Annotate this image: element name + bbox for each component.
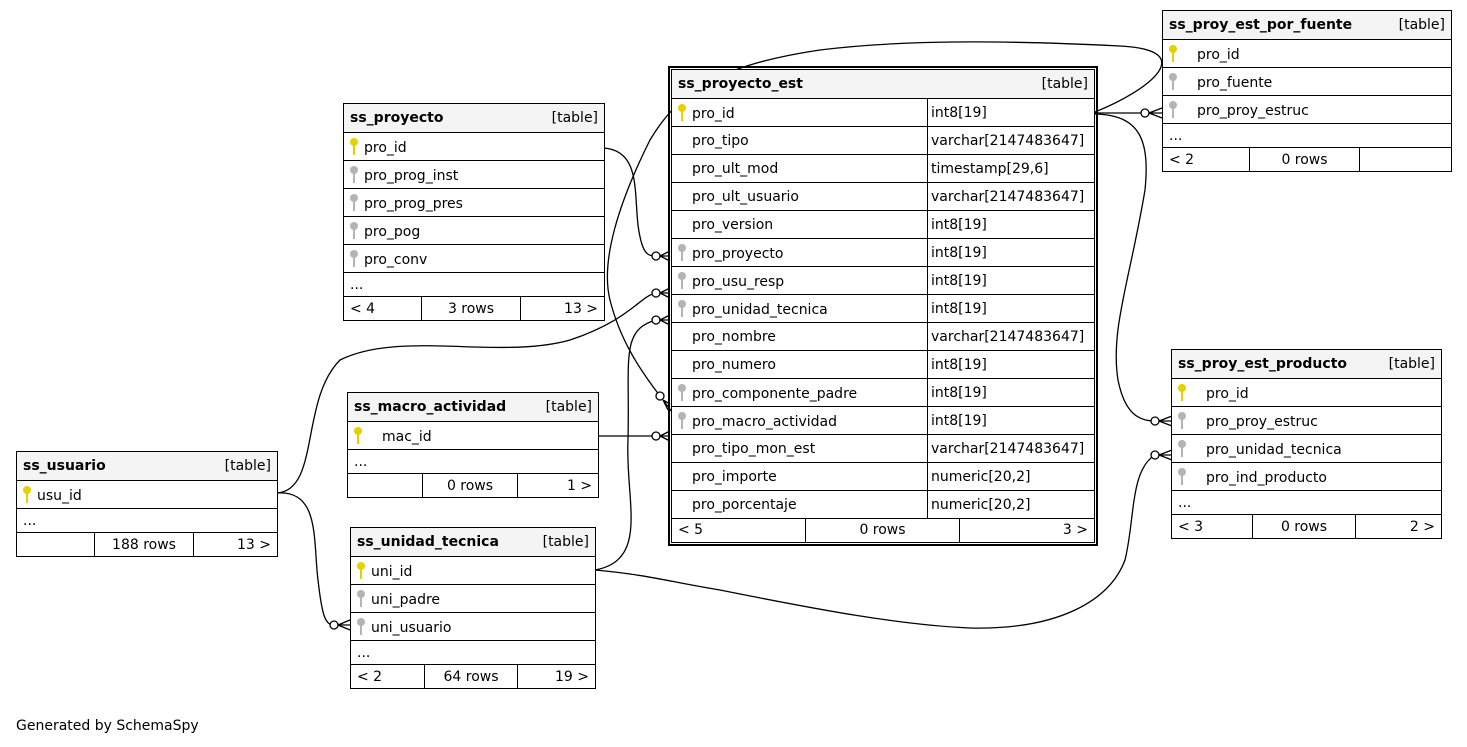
foreign-key-icon	[350, 194, 358, 212]
crowfoot-marker	[660, 431, 670, 441]
column-row[interactable]	[672, 491, 1095, 519]
more-columns-row[interactable]	[1163, 124, 1452, 148]
table-kind: [table]	[224, 458, 272, 474]
table-name: ss_macro_actividad	[354, 399, 507, 415]
table-footer	[1163, 148, 1452, 172]
column-row[interactable]	[672, 183, 1095, 211]
column-row[interactable]	[672, 99, 1095, 127]
foreign-key-icon	[350, 166, 358, 184]
column-type: numeric[20,2]	[931, 468, 1031, 485]
foreign-key-icon	[678, 412, 686, 430]
column-name: pro_proy_estruc	[1206, 413, 1318, 430]
more-columns-ellipsis: ...	[348, 450, 599, 474]
children-count[interactable]: 13 >	[521, 297, 605, 321]
primary-key-icon	[1178, 384, 1186, 402]
table-ss-macro-actividad[interactable]	[347, 392, 599, 498]
column-name: pro_porcentaje	[692, 496, 797, 513]
table-footer	[348, 474, 599, 498]
children-count[interactable]: 3 >	[1062, 522, 1089, 538]
foreign-key-icon	[678, 384, 686, 402]
column-name: pro_ult_usuario	[692, 188, 799, 205]
more-columns-ellipsis: ...	[351, 641, 596, 665]
column-name: pro_usu_resp	[692, 273, 785, 290]
column-name: usu_id	[37, 487, 82, 504]
table-name: ss_proy_est_producto	[1178, 356, 1347, 372]
column-name: pro_macro_actividad	[692, 413, 838, 430]
column-type: int8[19]	[931, 300, 987, 317]
column-name: pro_proy_estruc	[1197, 102, 1309, 119]
column-type: int8[19]	[931, 244, 987, 261]
column-type: timestamp[29,6]	[931, 160, 1049, 177]
column-row[interactable]	[672, 435, 1095, 463]
column-row[interactable]	[348, 422, 599, 450]
row-count: 0 rows	[806, 519, 961, 542]
column-row[interactable]	[344, 245, 605, 273]
more-columns-row[interactable]	[351, 641, 596, 665]
table-footer	[1172, 515, 1442, 539]
column-row[interactable]	[672, 127, 1095, 155]
column-name: pro_tipo	[692, 132, 749, 149]
column-row[interactable]	[672, 379, 1095, 407]
column-name: pro_id	[364, 139, 407, 156]
parents-count[interactable]	[348, 474, 423, 498]
row-count: 0 rows	[423, 474, 518, 498]
table-kind: [table]	[1398, 17, 1446, 33]
column-type: varchar[2147483647]	[931, 132, 1085, 149]
children-count[interactable]: 13 >	[194, 533, 278, 557]
relation-marker	[330, 621, 338, 629]
column-row[interactable]	[351, 613, 596, 641]
primary-key-icon	[354, 427, 362, 445]
foreign-key-icon	[1169, 101, 1177, 119]
foreign-key-icon	[678, 272, 686, 290]
column-name: pro_id	[1197, 46, 1240, 63]
table-kind: [table]	[545, 399, 593, 415]
primary-key-icon	[357, 562, 365, 580]
column-name: pro_conv	[364, 251, 428, 268]
more-columns-row[interactable]	[348, 450, 599, 474]
table-kind: [table]	[1388, 356, 1436, 372]
relation-marker	[1151, 451, 1159, 459]
children-count[interactable]: 1 >	[518, 474, 599, 498]
column-name: mac_id	[382, 428, 432, 445]
table-footer	[672, 519, 1095, 543]
column-name: pro_fuente	[1197, 74, 1273, 91]
more-columns-ellipsis: ...	[17, 509, 278, 533]
column-row[interactable]	[672, 155, 1095, 183]
column-row[interactable]	[1172, 463, 1442, 491]
table-ss-proy-est-producto[interactable]	[1171, 349, 1442, 539]
column-row[interactable]	[672, 463, 1095, 491]
column-row[interactable]	[344, 161, 605, 189]
column-row[interactable]	[17, 481, 278, 509]
table-name: ss_proy_est_por_fuente	[1169, 17, 1353, 33]
table-kind: [table]	[551, 110, 599, 126]
column-name: pro_tipo_mon_est	[692, 440, 816, 457]
foreign-key-icon	[1178, 468, 1186, 486]
parents-count[interactable]: < 5	[672, 519, 806, 542]
table-name: ss_proyecto	[350, 110, 444, 126]
generated-by-label: Generated by SchemaSpy	[16, 718, 199, 734]
primary-key-icon	[1169, 45, 1177, 63]
column-row[interactable]	[351, 557, 596, 585]
parents-count[interactable]: < 2	[351, 665, 425, 689]
table-kind: [table]	[1041, 76, 1089, 92]
primary-key-icon	[23, 486, 31, 504]
crowfoot-marker	[660, 251, 670, 261]
foreign-key-icon	[350, 222, 358, 240]
column-name: pro_ult_mod	[692, 160, 779, 177]
column-row[interactable]	[672, 351, 1095, 379]
table-ss-unidad-tecnica[interactable]	[350, 527, 596, 689]
column-name: uni_usuario	[371, 619, 452, 636]
more-columns-ellipsis: ...	[344, 273, 605, 297]
foreign-key-icon	[357, 590, 365, 608]
table-footer	[17, 533, 278, 557]
column-name: pro_pog	[364, 223, 421, 240]
relation-marker	[1151, 417, 1159, 425]
table-ss-usuario[interactable]	[16, 451, 278, 557]
relation-marker	[656, 392, 664, 400]
column-row[interactable]	[672, 239, 1095, 267]
table-kind: [table]	[542, 534, 589, 550]
row-count: 0 rows	[1253, 515, 1356, 539]
column-name: pro_prog_pres	[364, 195, 463, 212]
column-name: pro_numero	[692, 356, 776, 373]
relation-line	[277, 493, 334, 625]
relation-line	[1095, 114, 1155, 421]
crowfoot-marker	[660, 315, 670, 325]
table-footer	[344, 297, 605, 321]
relation-line	[595, 320, 656, 570]
relation-marker	[652, 252, 660, 260]
more-columns-ellipsis: ...	[1163, 124, 1452, 148]
row-count: 3 rows	[422, 297, 521, 321]
column-name: pro_componente_padre	[692, 385, 858, 402]
column-name: pro_id	[1206, 385, 1249, 402]
foreign-key-icon	[350, 250, 358, 268]
more-columns-row[interactable]	[17, 509, 278, 533]
relation-marker	[652, 432, 660, 440]
column-name: pro_proyecto	[692, 245, 784, 262]
column-name: pro_ind_producto	[1206, 469, 1327, 486]
row-count: 0 rows	[1250, 148, 1360, 172]
relation-marker	[1141, 109, 1149, 117]
relation-line	[603, 148, 656, 256]
column-name: pro_nombre	[692, 328, 776, 345]
column-type: numeric[20,2]	[931, 496, 1031, 513]
column-row[interactable]	[1163, 96, 1452, 124]
column-row[interactable]	[672, 211, 1095, 239]
table-name: ss_unidad_tecnica	[357, 534, 499, 550]
column-type: varchar[2147483647]	[931, 440, 1085, 457]
column-name: pro_importe	[692, 468, 777, 485]
relation-marker	[652, 316, 660, 324]
crowfoot-marker	[660, 288, 670, 298]
table-name: ss_usuario	[23, 458, 106, 474]
column-name: pro_unidad_tecnica	[692, 301, 828, 318]
column-type: int8[19]	[931, 216, 987, 233]
column-type: int8[19]	[931, 356, 987, 373]
row-count: 188 rows	[95, 533, 194, 557]
row-count: 64 rows	[425, 665, 518, 689]
column-row[interactable]	[1172, 435, 1442, 463]
foreign-key-icon	[357, 618, 365, 636]
column-row[interactable]	[344, 217, 605, 245]
column-row[interactable]	[672, 295, 1095, 323]
foreign-key-icon	[678, 300, 686, 318]
children-count[interactable]	[1360, 148, 1452, 172]
table-ss-proyecto[interactable]	[343, 103, 605, 321]
parents-count[interactable]	[17, 533, 95, 557]
more-columns-row[interactable]	[344, 273, 605, 297]
column-type: int8[19]	[931, 384, 987, 401]
crowfoot-marker	[1149, 108, 1162, 118]
table-name: ss_proyecto_est	[678, 76, 803, 92]
foreign-key-icon	[1178, 412, 1186, 430]
column-type: varchar[2147483647]	[931, 328, 1085, 345]
table-footer	[351, 665, 596, 689]
table-ss-proyecto-est[interactable]	[671, 69, 1095, 543]
primary-key-icon	[678, 104, 686, 122]
column-name: pro_id	[692, 105, 735, 122]
more-columns-row[interactable]	[1172, 491, 1442, 515]
relation-marker	[652, 289, 660, 297]
more-columns-ellipsis: ...	[1172, 491, 1442, 515]
crowfoot-marker	[338, 620, 350, 630]
column-type: int8[19]	[931, 412, 987, 429]
column-row[interactable]	[1172, 407, 1442, 435]
column-name: uni_id	[371, 563, 413, 580]
column-row[interactable]	[672, 407, 1095, 435]
children-count[interactable]: 2 >	[1356, 515, 1442, 539]
children-count[interactable]: 19 >	[518, 665, 596, 689]
column-row[interactable]	[672, 323, 1095, 351]
foreign-key-icon	[1178, 440, 1186, 458]
foreign-key-icon	[678, 244, 686, 262]
column-row[interactable]	[1172, 379, 1442, 407]
parents-count[interactable]: < 2	[1163, 148, 1250, 172]
column-name: pro_prog_inst	[364, 167, 459, 184]
table-ss-proy-est-por-fuente[interactable]	[1162, 10, 1452, 172]
column-name: uni_padre	[371, 591, 441, 608]
column-type: int8[19]	[931, 104, 987, 121]
foreign-key-icon	[1169, 73, 1177, 91]
parents-count[interactable]: < 3	[1172, 515, 1253, 539]
column-row[interactable]	[344, 189, 605, 217]
primary-key-icon	[350, 138, 358, 156]
column-type: int8[19]	[931, 272, 987, 289]
column-row[interactable]	[344, 133, 605, 161]
column-row[interactable]	[1163, 40, 1452, 68]
column-row[interactable]	[1163, 68, 1452, 96]
column-name: pro_version	[692, 216, 774, 233]
column-name: pro_unidad_tecnica	[1206, 441, 1342, 458]
column-type: varchar[2147483647]	[931, 188, 1085, 205]
parents-count[interactable]: < 4	[344, 297, 422, 321]
column-row[interactable]	[351, 585, 596, 613]
column-row[interactable]	[672, 267, 1095, 295]
